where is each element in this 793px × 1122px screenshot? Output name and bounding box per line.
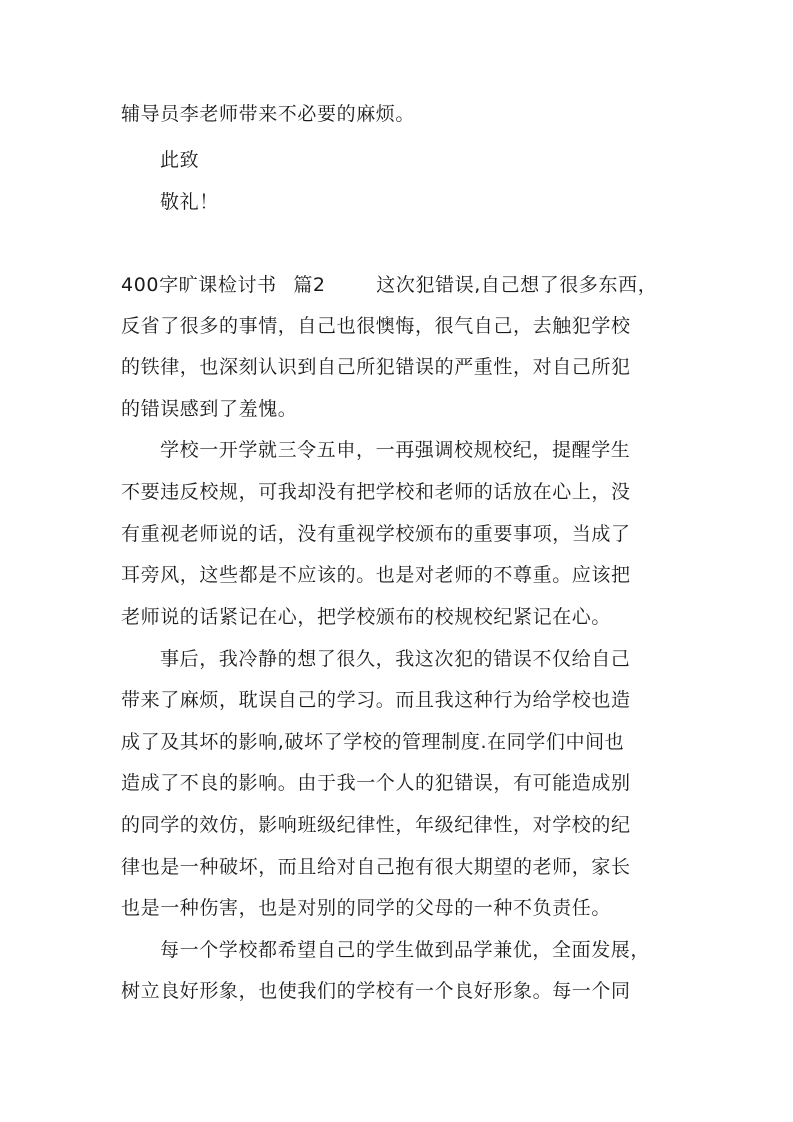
body-line: 学校一开学就三令五申，一再强调校规校纪，提醒学生: [160, 439, 631, 461]
body-line: 反省了很多的事情，自己也很懊悔，很气自己，去触犯学校: [121, 315, 631, 337]
section-part-label: 篇2: [293, 274, 326, 296]
body-line: 事后，我冷静的想了很久，我这次犯的错误不仅给自己: [160, 648, 631, 670]
body-line: 不要违反校规，可我却没有把学校和老师的话放在心上，没: [121, 481, 631, 503]
section-title: 400字旷课检讨书: [121, 274, 277, 296]
body-line: 有重视老师说的话，没有重视学校颁布的重要事项，当成了: [121, 523, 631, 545]
body-line: 老师说的话紧记在心，把学校颁布的校规校纪紧记在心。: [121, 606, 612, 628]
body-line: 也是一种伤害，也是对别的同学的父母的一种不负责任。: [121, 897, 612, 919]
body-line: 耳旁风，这些都是不应该的。也是对老师的不尊重。应该把: [121, 564, 631, 586]
regards-line: 敬礼！: [160, 191, 219, 213]
section-heading-line: [121, 273, 657, 297]
body-line: 成了及其坏的影响,破坏了学校的管理制度.在同学们中间也: [121, 731, 625, 753]
body-line: 造成了不良的影响。由于我一个人的犯错误，有可能造成别: [121, 772, 631, 794]
body-line: 律也是一种破坏，而且给对自己抱有很大期望的老师，家长: [121, 856, 631, 878]
body-line: 的同学的效仿，影响班级纪律性，年级纪律性，对学校的纪: [121, 814, 631, 836]
body-line: 的铁律，也深刻认识到自己所犯错误的严重性，对自己所犯: [121, 356, 631, 378]
body-line: 的错误感到了羞愧。: [121, 398, 298, 420]
body-line: 树立良好形象，也使我们的学校有一个良好形象。每一个同: [121, 980, 631, 1002]
body-line: 每一个学校都希望自己的学生做到品学兼优，全面发展，: [160, 939, 651, 961]
paragraph-first-line: 这次犯错误,自己想了很多东西，: [376, 274, 658, 296]
text-line-closing: 辅导员李老师带来不必要的麻烦。: [121, 103, 416, 125]
body-line: 带来了麻烦，耽误自己的学习。而且我这种行为给学校也造: [121, 689, 631, 711]
salutation-line: 此致: [160, 149, 200, 171]
